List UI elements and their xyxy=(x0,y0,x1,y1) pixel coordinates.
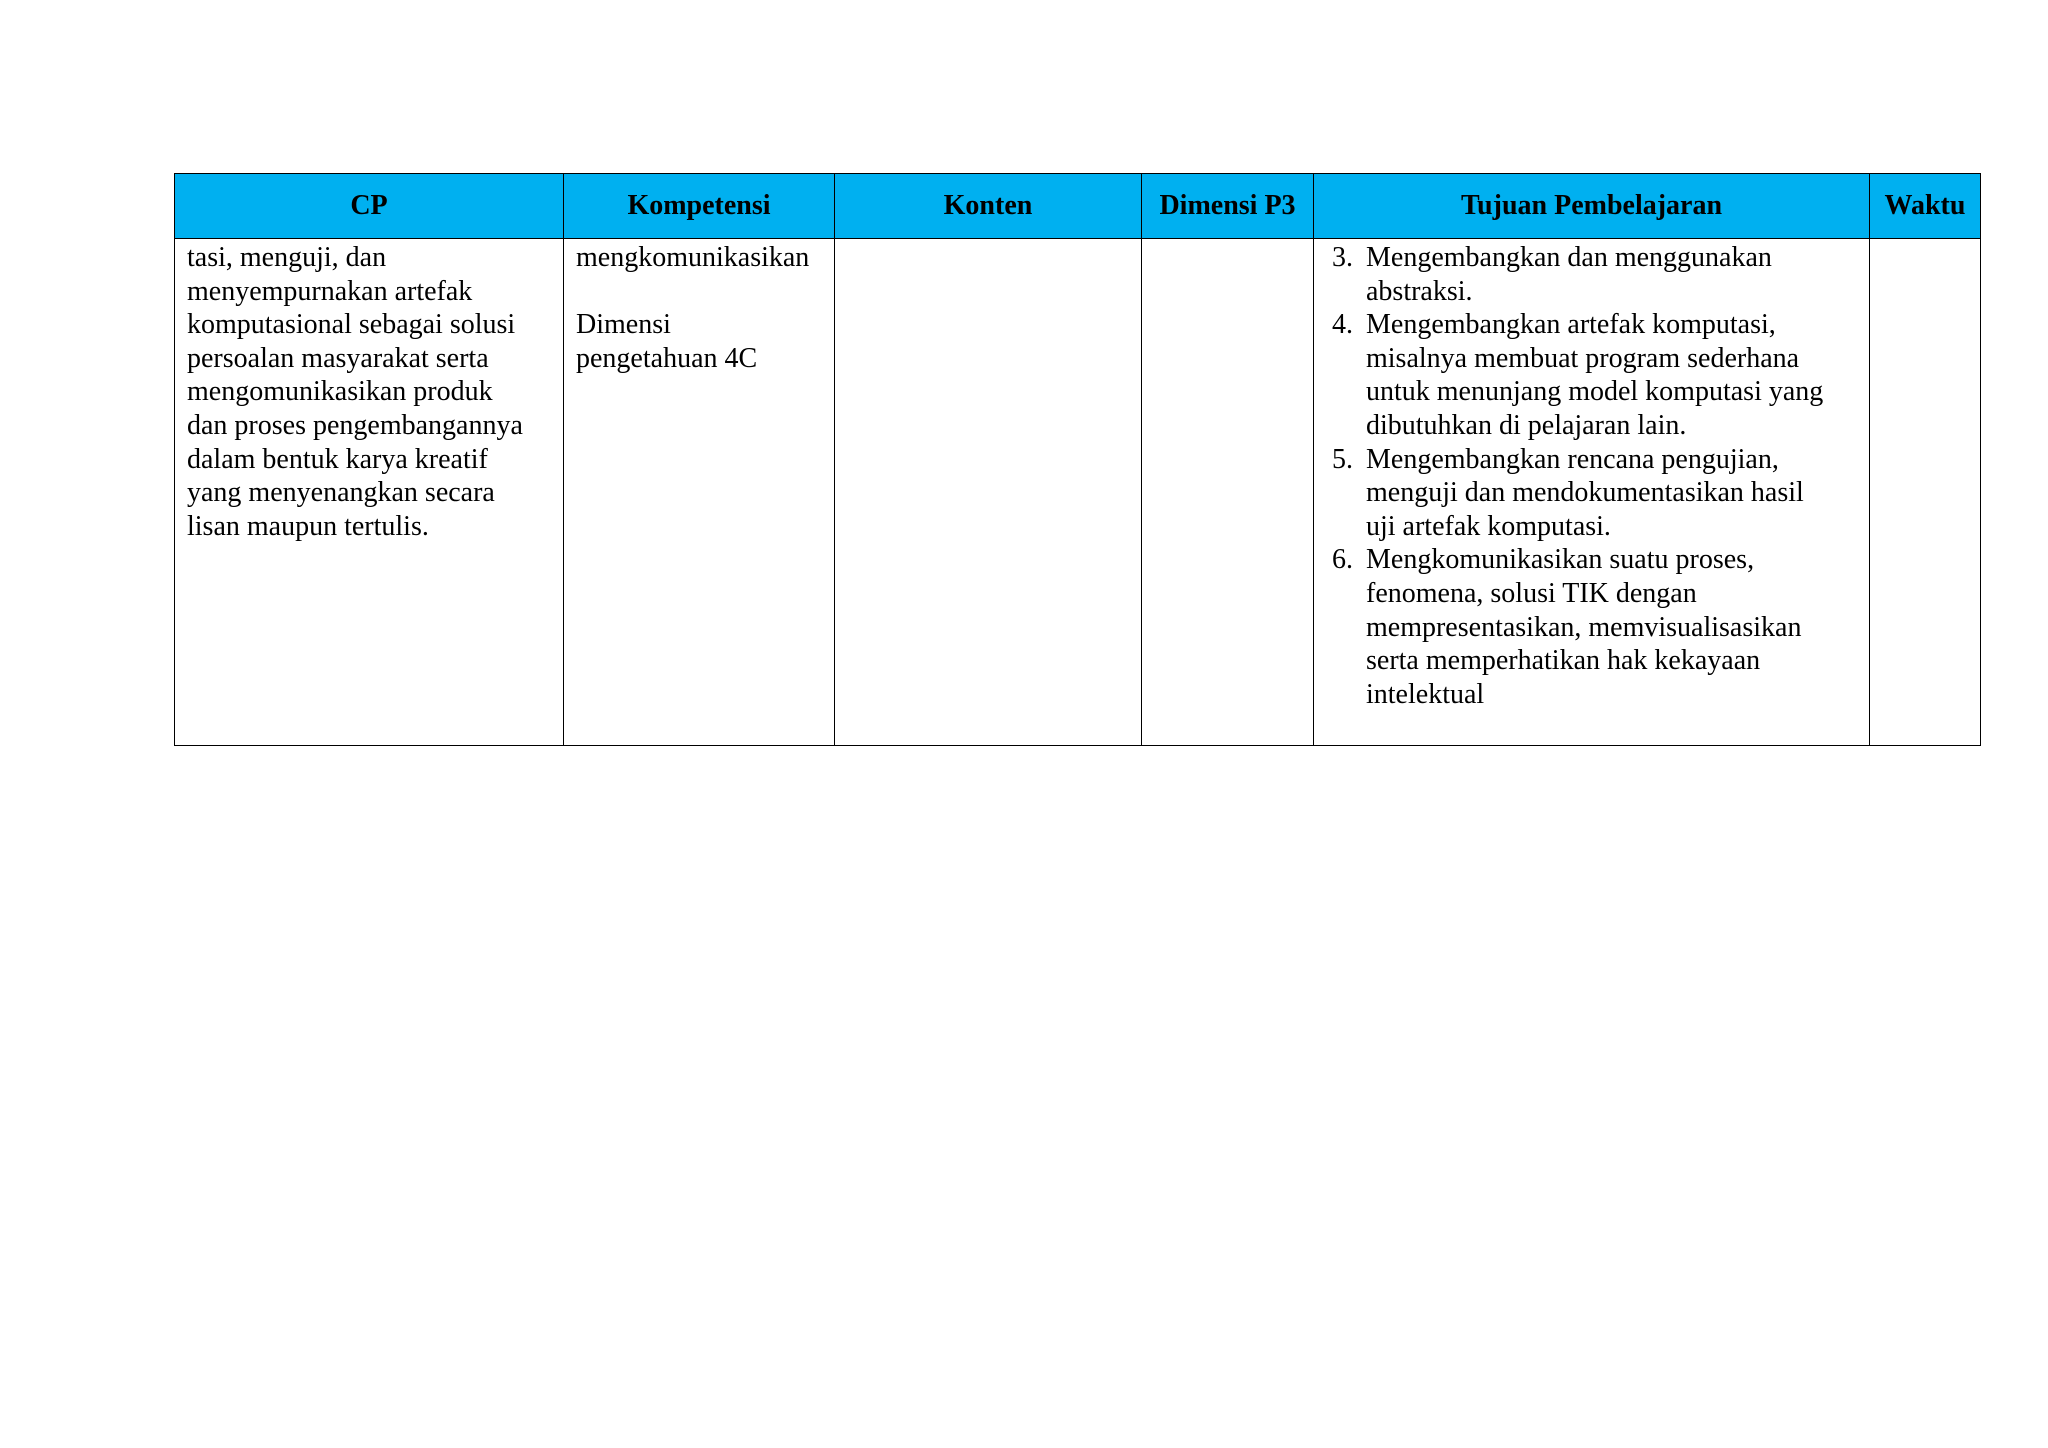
list-item xyxy=(1326,241,1857,308)
cp-text-line: persoalan masyarakat serta xyxy=(187,342,489,374)
goal-text-line: misalnya membuat program sederhana xyxy=(1366,342,1800,374)
header-waktu: Waktu xyxy=(1870,174,1981,239)
cp-text-line: mengomunikasikan produk xyxy=(187,376,493,408)
goal-text-line: dibutuhkan di pelajaran lain. xyxy=(1366,409,1687,441)
header-kompetensi: Kompetensi xyxy=(564,174,835,239)
goal-text-line: fenomena, solusi TIK dengan xyxy=(1366,577,1697,609)
list-item xyxy=(1326,543,1857,711)
cp-text-line: menyempurnakan artefak xyxy=(187,275,473,307)
cell-kompetensi xyxy=(564,239,835,746)
learning-plan-table xyxy=(174,173,1981,746)
goal-text-line: menguji dan mendokumentasikan hasil xyxy=(1366,477,1804,509)
goal-text-line: uji artefak komputasi. xyxy=(1366,510,1611,542)
cp-text-line: yang menyenangkan secara xyxy=(187,477,495,509)
cell-konten xyxy=(835,239,1142,746)
kompetensi-text: pengetahuan 4C xyxy=(576,342,758,374)
goal-text-line: Mengembangkan artefak komputasi, xyxy=(1366,309,1776,341)
kompetensi-text: mengkomunikasikan xyxy=(576,242,810,273)
kompetensi-text: Dimensi xyxy=(576,309,671,341)
cell-cp xyxy=(175,239,564,746)
table-row xyxy=(175,239,1981,746)
learning-goals-list xyxy=(1326,241,1857,711)
list-item xyxy=(1326,443,1857,544)
cp-text-line: dan proses pengembangannya xyxy=(187,409,523,441)
goal-text-line: Mengembangkan dan menggunakan xyxy=(1366,242,1772,273)
goal-number: 3. xyxy=(1332,242,1353,273)
header-tujuan-pembelajaran: Tujuan Pembelajaran xyxy=(1314,174,1870,239)
goal-text-line: serta memperhatikan hak kekayaan xyxy=(1366,645,1761,677)
cell-waktu xyxy=(1870,239,1981,746)
header-dimensi-p3: Dimensi P3 xyxy=(1142,174,1314,239)
goal-text-line: intelektual xyxy=(1366,678,1485,710)
goal-text-line: untuk menunjang model komputasi yang xyxy=(1366,376,1824,408)
cell-tujuan-pembelajaran xyxy=(1314,239,1870,746)
header-cp: CP xyxy=(175,174,564,239)
cp-text-line: tasi, menguji, dan xyxy=(187,242,387,273)
goal-number: 4. xyxy=(1332,309,1353,341)
cp-text-line: lisan maupun tertulis. xyxy=(187,510,429,542)
goal-text-line: Mengembangkan rencana pengujian, xyxy=(1366,443,1779,475)
list-item xyxy=(1326,308,1857,442)
table-header-row xyxy=(175,174,1981,239)
goal-number: 5. xyxy=(1332,443,1353,475)
header-konten: Konten xyxy=(835,174,1142,239)
goal-number: 6. xyxy=(1332,544,1353,576)
goal-text-line: mempresentasikan, memvisualisasikan xyxy=(1366,611,1802,643)
goal-text-line: abstraksi. xyxy=(1366,275,1473,307)
cp-text-line: komputasional sebagai solusi xyxy=(187,309,516,341)
kompetensi-spacer xyxy=(576,275,822,309)
cell-dimensi-p3 xyxy=(1142,239,1314,746)
goal-text-line: Mengkomunikasikan suatu proses, xyxy=(1366,544,1755,576)
cp-text-line: dalam bentuk karya kreatif xyxy=(187,443,488,475)
